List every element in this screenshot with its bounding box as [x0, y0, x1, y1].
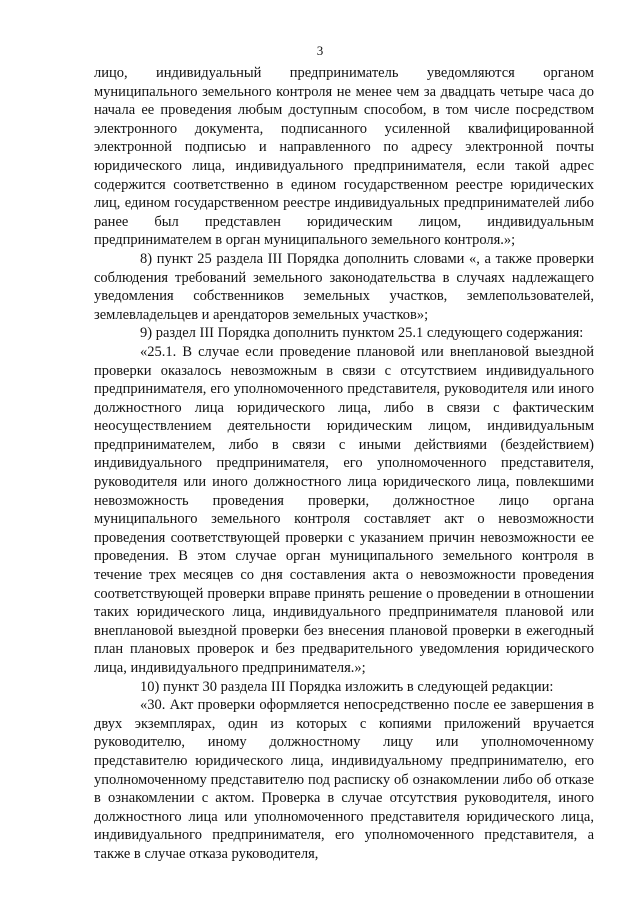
paragraph-item-8: 8) пункт 25 раздела III Порядка дополнить словами «, а также проверки соблюдения требований земельного законодательства в случаях надлежащего уведомления собственников земельных участков, землепользователей, землевладельцев и арендаторов земельных участков»; — [94, 250, 594, 323]
paragraph-continuation: лицо, индивидуальный предприниматель уведомляются органом муниципального земельного контроля не менее чем за двадцать четыре часа до начала ее проведения любым доступным способом, в том числе посредством электронного документа, подписанного усиленной квалифицированной электронной подписью и направленного по адресу электронной почты юридического лица, индивидуального предпринимателя, если такой адрес содержится соответственно в едином государственном реестре юридических лиц, едином государственном реестре индивидуальных предпринимателей либо ранее был представлен юридическим лицом, индивидуальным предпринимателем в орган муниципального земельного контроля.»; — [94, 65, 594, 249]
paragraph-item-9: 9) раздел III Порядка дополнить пунктом 25.1 следующего содержания: — [140, 325, 584, 342]
paragraph-clause-25-1: «25.1. В случае если проведение плановой или внеплановой выездной проверки оказалось невозможным в связи с отсутствием индивидуального предпринимателя, его уполномоченного представителя, руководителя или иного должностного лица юридического лица, либо в связи с фактическим неосуществлением деятельности юридическим лицом, индивидуальным предпринимателем, либо в связи с иными действиями (бездействием) индивидуального предпринимателя, его уполномоченного представителя, руководителя или иного должностного лица юридического лица, повлекшими невозможность проведения проверки, должностное лицо органа муниципального земельного контроля составляет акт о невозможности проведения соответствующей проверки с указанием причин невозможности ее проведения. В этом случае орган муниципального земельного контроля в течение трех месяцев со дня составления акта о невозможности проведения соответствующей проверки вправе принять решение о проведении в отношении таких юридического лица, индивидуального предпринимателя плановой или внеплановой выездной проверки без внесения плановой проверки в ежегодный план плановых проверок и без предварительного уведомления юридического лица, индивидуального предпринимателя.»; — [94, 343, 594, 676]
page-number: 3 — [316, 43, 324, 58]
paragraph-clause-30: «30. Акт проверки оформляется непосредственно после ее завершения в двух экземплярах, один из которых с копиями приложений вручается руководителю, иному должностному лицу или уполномоченному представителю юридического лица, индивидуальному предпринимателю, его уполномоченному представителю под расписку об ознакомлении либо об отказе в ознакомлении с актом. Проверка в случае отсутствия руководителя, иного должностного лица или уполномоченного представителя юридического лица, индивидуального предпринимателя, его уполномоченного представителя, а также в случае отказа руководителя, — [94, 697, 594, 862]
document-body — [94, 64, 594, 864]
paragraph-item-10: 10) пункт 30 раздела III Порядка изложить в следующей редакции: — [140, 678, 554, 695]
